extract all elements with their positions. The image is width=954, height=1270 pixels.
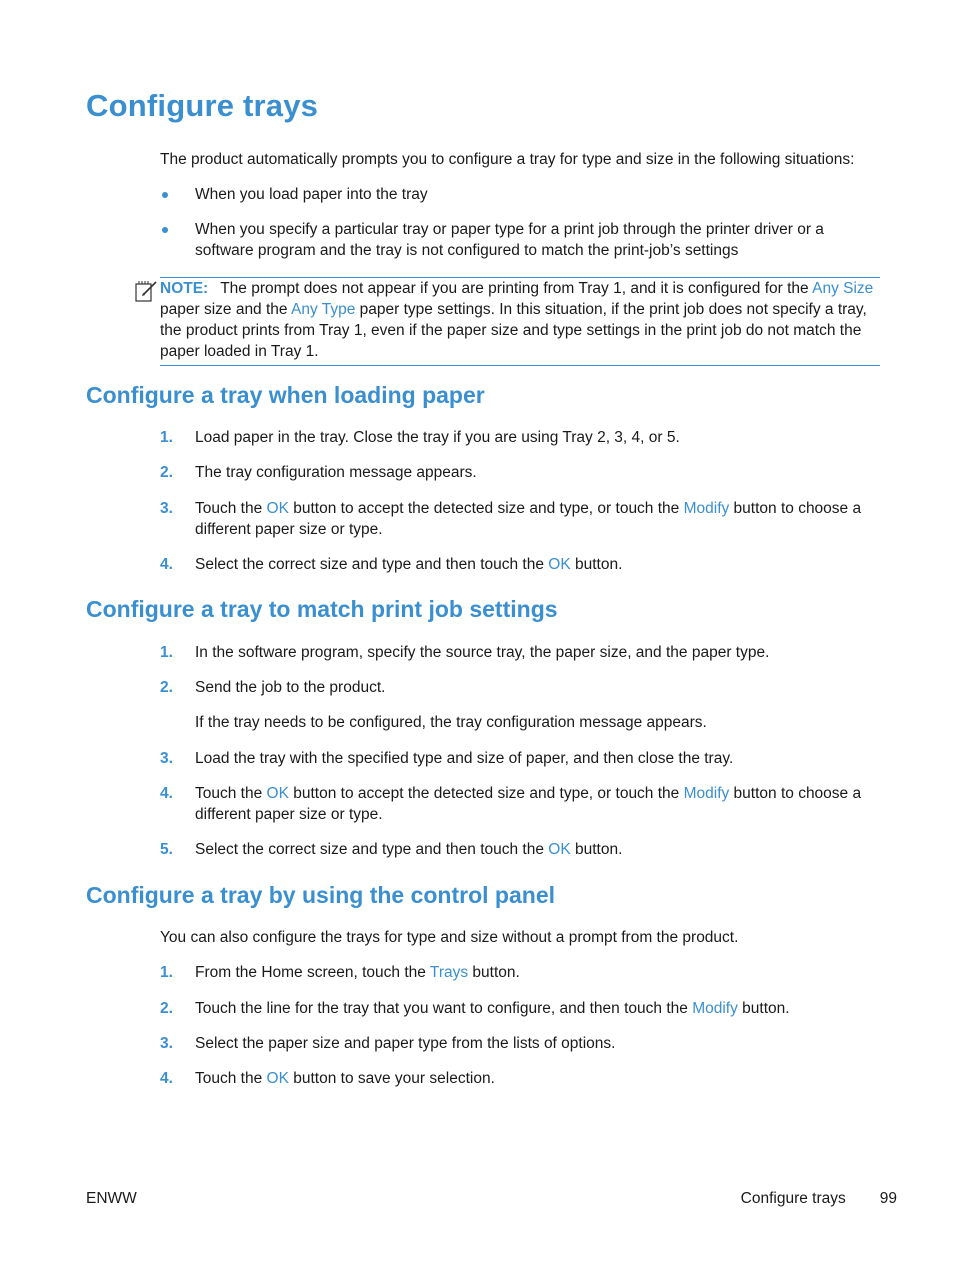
section-heading: Configure a tray to match print job settings [86,596,558,622]
intro-paragraph: The product automatically prompts you to configure a tray for type and size in the following situations: [160,151,855,168]
step-text-part: Touch the line for the tray that you want to configure, and then touch the [195,1000,693,1017]
step-text-part: button. [468,964,520,981]
step-text-part: button. [737,1000,790,1017]
step-text: Load paper in the tray. Close the tray if you are using Tray 2, 3, 4, or 5. [195,429,680,446]
list-item [160,184,880,205]
ui-term-any-type: Any Type [291,301,356,318]
step-item [160,839,880,860]
bullet-icon [162,227,168,233]
page-title: Configure trays [86,88,319,123]
step-text [195,998,880,1019]
note-text: The prompt does not appear if you are printing from Tray 1, and it is configured for the [220,280,813,297]
ui-term-modify: Modify [692,1000,738,1017]
ui-term-ok: OK [266,1070,289,1087]
page-number: 99 [879,1190,897,1207]
step-subtext [160,712,880,733]
step-text-part: Touch the [195,1070,267,1087]
ui-term-ok: OK [266,785,289,802]
step-number: 2. [160,679,173,696]
ui-term-ok: OK [548,556,571,573]
step-text [195,962,880,983]
note-text: paper type settings. In this situation, if the print job does not specify a tray, the product prints from Tray 1, even if the paper size and type settings in the print job do not match the paper loaded in Tray 1. [160,301,867,360]
step-item [160,462,880,483]
ui-term-trays: Trays [429,964,469,981]
note-icon [134,279,158,303]
step-number: 4. [160,1070,173,1087]
step-item [160,783,880,825]
step-text-part: button to accept the detected size and type, or touch the [288,500,684,517]
step-item [160,962,880,983]
step-number: 1. [160,429,173,446]
step-text-part: button. [570,841,623,858]
note-text: paper size and the [160,301,291,318]
step-item [160,1033,880,1054]
step-number: 3. [160,750,173,767]
step-number: 4. [160,556,173,573]
step-item [160,677,880,698]
step-item [160,554,880,575]
ui-term-ok: OK [548,841,571,858]
step-number: 1. [160,964,173,981]
footer-right [741,1190,897,1208]
step-item [160,427,880,448]
ui-term-any-size: Any Size [812,280,874,297]
bullet-text: When you load paper into the tray [195,186,428,203]
step-text-part: Select the correct size and type and then touch the [195,556,549,573]
step-number: 1. [160,644,173,661]
step-item [160,998,880,1019]
step-text-part: button to save your selection. [288,1070,495,1087]
list-item [160,219,880,261]
step-item [160,1068,880,1089]
step-text [195,783,880,825]
step-text-part: button to choose a different paper size or type. [195,785,862,823]
ui-term-ok: OK [266,500,289,517]
ui-term-modify: Modify [683,500,730,517]
footer-label: ENWW [86,1190,137,1207]
step-text-part: From the Home screen, touch the [195,964,430,981]
footer-section: Configure trays [740,1190,846,1207]
section-intro: You can also configure the trays for type and size without a prompt from the product. [160,929,739,946]
step-text: If the tray needs to be configured, the tray configuration message appears. [195,714,707,731]
note-label: NOTE: [160,280,209,297]
step-number: 5. [160,841,173,858]
step-text-part: Select the correct size and type and then touch the [195,841,549,858]
step-text: Load the tray with the specified type and size of paper, and then close the tray. [195,750,734,767]
step-number: 4. [160,785,173,802]
bullet-icon [162,192,168,198]
ui-term-modify: Modify [683,785,730,802]
step-text-part: button to accept the detected size and type, or touch the [288,785,684,802]
note-box [160,277,880,366]
step-text: Select the paper size and paper type from the lists of options. [195,1035,616,1052]
step-text-part: Touch the [195,500,267,517]
step-text-part: Touch the [195,785,267,802]
section-heading: Configure a tray by using the control panel [86,882,555,908]
step-number: 2. [160,1000,173,1017]
step-item [160,748,880,769]
step-text [195,554,880,575]
step-text-part: button to choose a different paper size or type. [195,500,862,538]
step-number: 3. [160,500,173,517]
step-item [160,642,880,663]
step-text: Send the job to the product. [195,679,386,696]
step-text-part: button. [570,556,623,573]
step-text [195,498,880,540]
bullet-text: When you specify a particular tray or paper type for a print job through the printer driver or a software program and the tray is not configured to match the print-job’s settings [195,221,824,259]
step-text [195,1068,880,1089]
step-text: In the software program, specify the source tray, the paper size, and the paper type. [195,644,770,661]
step-text: The tray configuration message appears. [195,464,477,481]
section-heading: Configure a tray when loading paper [86,382,485,408]
step-number: 2. [160,464,173,481]
step-text [195,839,880,860]
step-number: 3. [160,1035,173,1052]
step-item [160,498,880,540]
